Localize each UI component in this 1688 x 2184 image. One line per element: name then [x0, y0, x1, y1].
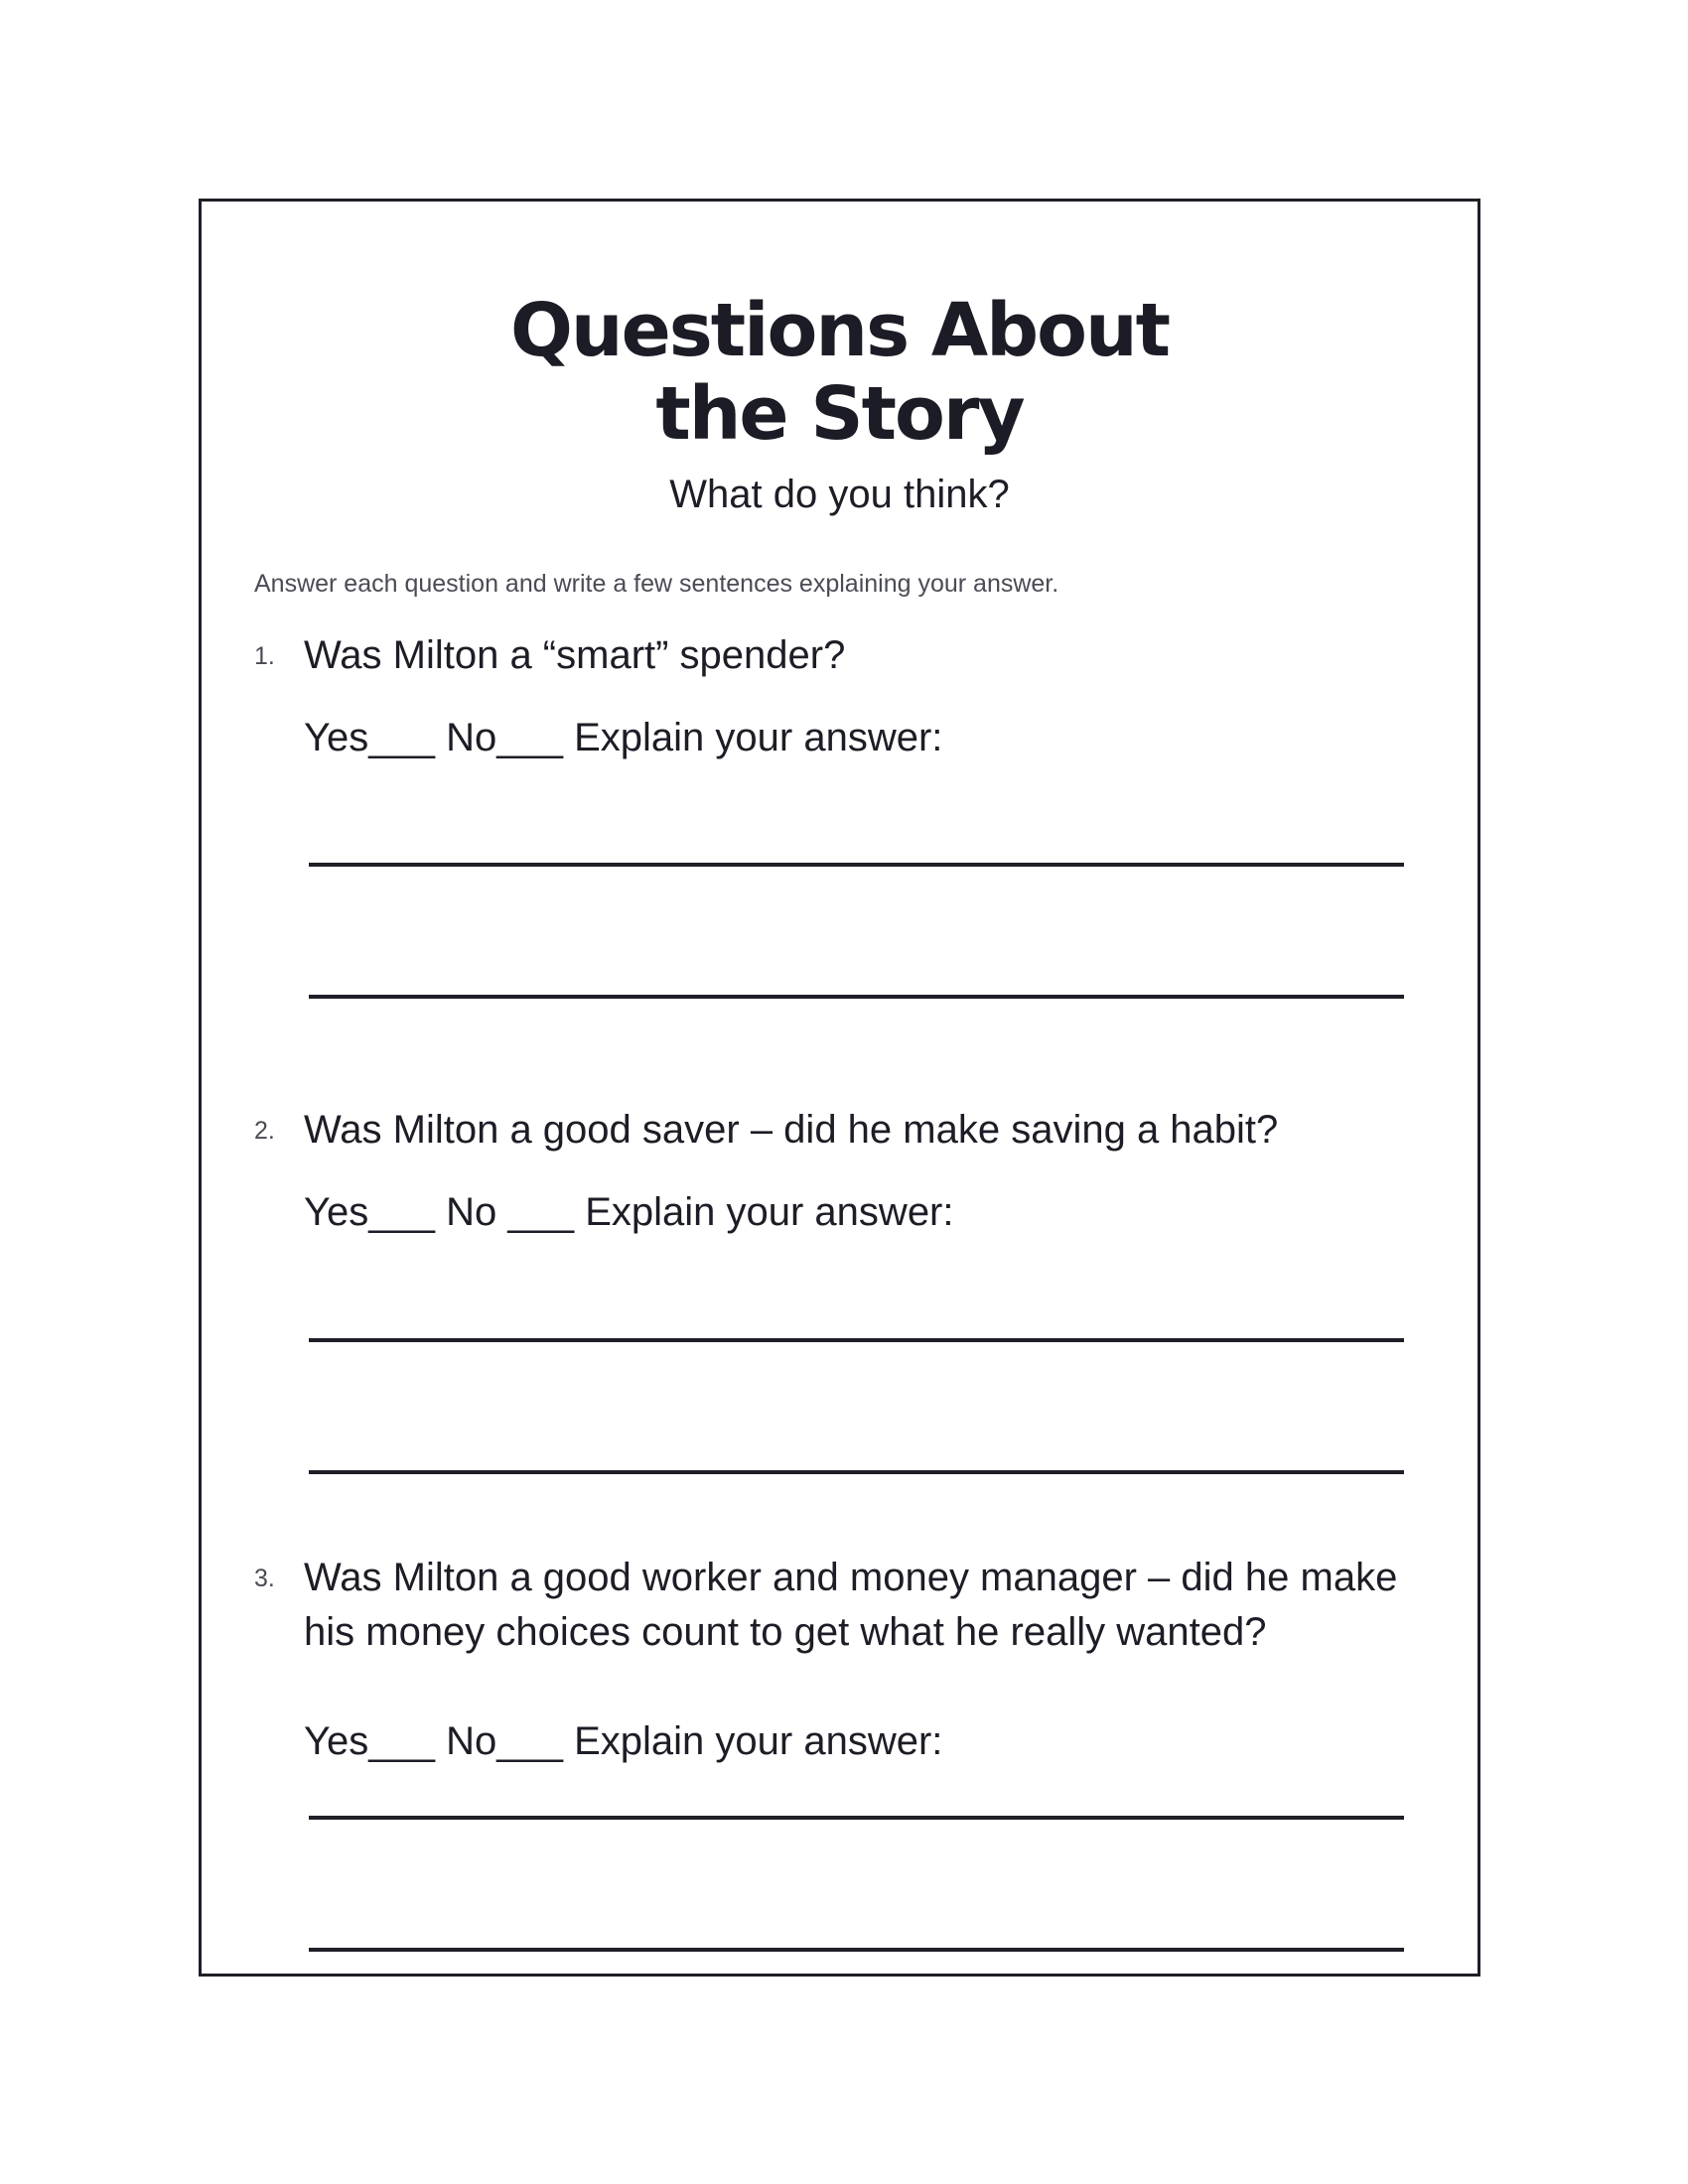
title-line-2: the Story: [655, 371, 1024, 457]
instructions: Answer each question and write a few sentences explaining your answer.: [254, 570, 1059, 598]
answer-line[interactable]: [309, 863, 1404, 867]
question-number: 1.: [254, 642, 275, 670]
worksheet-frame: [199, 199, 1480, 1977]
yes-no-prompt: Yes___ No ___ Explain your answer:: [304, 1190, 954, 1234]
question-number: 3.: [254, 1565, 275, 1592]
title-line-1: Questions About: [509, 288, 1170, 373]
question-number: 2.: [254, 1117, 275, 1145]
question-text: Was Milton a good worker and money manager – did he make his money choices count to get what he really wanted?: [304, 1556, 1398, 1654]
answer-line[interactable]: [309, 1948, 1404, 1952]
yes-no-prompt: Yes___ No___ Explain your answer:: [304, 716, 943, 759]
page-title: [202, 289, 1477, 456]
question-text: Was Milton a good saver – did he make saving a habit?: [304, 1108, 1279, 1152]
answer-line[interactable]: [309, 1816, 1404, 1820]
answer-line[interactable]: [309, 995, 1404, 999]
yes-no-prompt: Yes___ No___ Explain your answer:: [304, 1719, 943, 1763]
answer-line[interactable]: [309, 1338, 1404, 1342]
subtitle: What do you think?: [669, 473, 1010, 516]
answer-line[interactable]: [309, 1470, 1404, 1474]
question-text: Was Milton a “smart” spender?: [304, 633, 846, 677]
